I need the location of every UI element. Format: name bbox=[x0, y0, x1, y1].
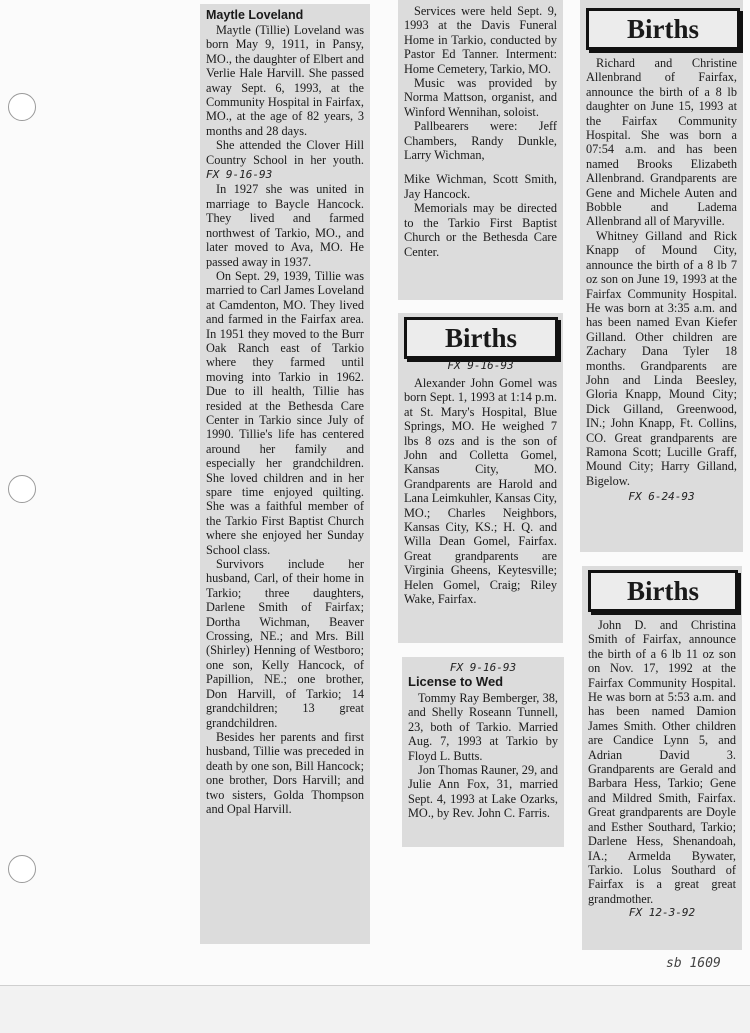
handwritten-date-note: FX 12-3-92 bbox=[628, 906, 696, 920]
obituary-paragraph: Besides her parents and first husband, Tillie was preceded in death by one son, Bill Hancock; one brother, Dors Harvill; and two sisters, Golda Thompson and Opal Harvill. bbox=[206, 729, 364, 816]
handwritten-date-note: FX 6-24-93 bbox=[628, 490, 695, 504]
obituary-paragraph: Memorials may be directed to the Tarkio First Baptist Church or the Bethesda Care Center. bbox=[404, 201, 557, 259]
birth-announcement: Richard and Christine Allenbrand of Fairfax, announce the birth of a 8 lb daughter on June 15, 1993 at the Fairfax Community Hospital. She was born a 07:54 a.m. and has been named Brooks Elizabeth Allenbrand. Grandparents are Gene and Michele Auten and Bobble and Ladema Allenbrand all of Maryville. bbox=[586, 56, 737, 229]
obituary-paragraph: Pallbearers were: Jeff Chambers, Randy Dunkle, Larry Wichman, bbox=[404, 119, 557, 163]
obituary-paragraph: Maytle (Tillie) Loveland was born May 9, 1911, in Pansy, MO., the daughter of Elbert and Verlie Hale Harvill. She passed away Sept. 6, 1993, at the Community Hospital in Fairfax, MO., at the age of 82 years, 3 months and 28 days. bbox=[206, 23, 364, 138]
birth-announcement: Alexander John Gomel was born Sept. 1, 1993 at 1:14 p.m. at St. Mary's Hospital, Blue Springs, MO. He weighed 7 lbs 8 ozs and is the son of John and Colletta Gomel, Kansas City, MO. Grandparents are Harold and Lana Leimkuhler, Kansas City, MO.; Charles Neighbors, Kansas City, KS.; H. Q. and Willa Dean Gomel, Fairfax. Great grandparents are Virginia Gheens, Keytesville; Helen Gomel, Craig; Riley Wake, Fairfax. bbox=[404, 376, 557, 607]
obituary-clipping bbox=[200, 4, 370, 944]
obituary-paragraph: She attended the Clover Hill Country School in her youth. FX 9-16-93 bbox=[206, 138, 364, 182]
obituary-paragraph: Services were held Sept. 9, 1993 at the Davis Funeral Home in Tarkio, conducted by Pastor Ed Tanner. Interment: Home Cemetery, Tarkio, MO. bbox=[404, 4, 557, 76]
births-smith-clipping bbox=[582, 566, 742, 950]
birth-announcement: John D. and Christina Smith of Fairfax, announce the birth of a 6 lb 11 oz son on Nov. 17, 1992 at the Fairfax Community Hospital. He was born at 5:53 a.m. and has been named Damion James Smith. Other children are Candice Lynn 5, and Adrian David 3. Grandparents are Gerald and Barbara Hess, Tarkio; Gene and Mildred Smith, Fairfax. Great grandparents are Doyle and Esther Southard, Tarkio; Darlene Hess, Shenandoah, IA.; Armelda Bywater, Tarkio. Lolus Southard of Fairfax is a great great grandmother. bbox=[588, 618, 736, 906]
license-entry: Tommy Ray Bemberger, 38, and Shelly Roseann Tunnell, 23, both of Tarkio. Married Aug. 7, 1993 at Tarkio by Floyd L. Butts. bbox=[408, 691, 558, 763]
births-gomel-clipping bbox=[398, 313, 563, 643]
births-banner: Births bbox=[586, 8, 740, 50]
handwritten-date-note: FX 9-16-93 bbox=[449, 661, 517, 674]
obituary-title: Maytle Loveland bbox=[206, 8, 304, 22]
page-number-note: sb 1609 bbox=[666, 956, 721, 971]
births-banner: Births bbox=[588, 570, 738, 612]
obituary-paragraph: In 1927 she was united in marriage to Baycle Hancock. They lived and farmed northwest of Tarkio, MO., and later moved to Ava, MO. He passed away in 1937. bbox=[206, 182, 364, 269]
births-allenbrand-gilland-clipping bbox=[580, 0, 743, 552]
binder-hole bbox=[8, 93, 36, 121]
obituary-paragraph: Survivors include her husband, Carl, of their home in Tarkio; three daughters, Darlene Smith of Fairfax; Dortha Wichman, Beaver Crossing, NE.; and Mrs. Bill (Shirley) Henning of Westboro; one son, Kelly Hancock, of Papillion, NE.; one brother, Don Harvill, of Tarkio; 14 grandchildren; 13 great grandchildren. bbox=[206, 557, 364, 730]
license-entry: Jon Thomas Rauner, 29, and Julie Ann Fox, 31, married Sept. 4, 1993 at Lake Ozarks, MO., by Rev. John C. Farris. bbox=[408, 763, 558, 821]
handwritten-date-note: FX 9-16-93 bbox=[447, 359, 514, 372]
obituary-continued-clipping bbox=[398, 0, 563, 300]
license-to-wed-clipping bbox=[402, 657, 564, 847]
obituary-paragraph: Mike Wichman, Scott Smith, Jay Hancock. bbox=[404, 172, 557, 201]
births-banner: Births bbox=[404, 317, 558, 359]
binder-hole bbox=[8, 475, 36, 503]
obituary-paragraph: Music was provided by Norma Mattson, organist, and Winford Wennihan, soloist. bbox=[404, 76, 557, 119]
obituary-paragraph: On Sept. 29, 1939, Tillie was married to Carl James Loveland at Camdenton, MO. They lived and farmed in the Fairfax area. In 1951 they moved to the Burr Oak Ranch east of Tarkio where they farmed until moving into Tarkio in 1962. Due to ill health, Tillie has resided at the Bethesda Care Center in Tarkio since July of 1990. Tillie's life has centered around her family and especially her grandchildren. She loved children and in her spare time enjoyed quilting. She was a faithful member of the Tarkio First Baptist Church where she enjoyed her Sunday School class. bbox=[206, 268, 364, 557]
birth-announcement: Whitney Gilland and Rick Knapp of Mound City, announce the birth of a 8 lb 7 oz son on June 19, 1993 at the Fairfax Community Hospital. He was born at 3:35 a.m. and has been named Evan Kiefer Gilland. Other children are Zachary Dana Tyler 18 months. Grandparents are John and Linda Beesley, Gloria Knapp, Mound City; Dick Gilland, Greenwood, IN.; John Knapp, Ft. Collins, CO. Great grandparents are Ramona Scott; Lucille Graff, Mound City; Harry Gilland, Bigelow. bbox=[586, 228, 737, 488]
handwritten-date-note: FX 9-16-93 bbox=[206, 168, 273, 182]
license-title: License to Wed bbox=[408, 674, 504, 689]
binder-hole bbox=[8, 855, 36, 883]
